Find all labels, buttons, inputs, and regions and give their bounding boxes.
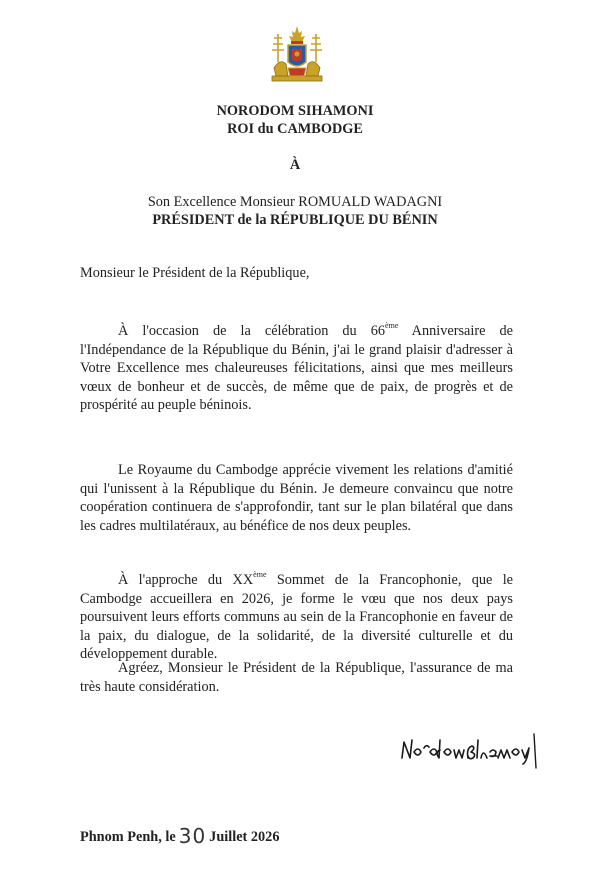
closing-paragraph: Agréez, Monsieur le Président de la République, l'assurance de ma très haute considération. (80, 660, 513, 695)
sender-name: NORODOM SIHAMONI (216, 103, 374, 119)
addressed-to: À (289, 157, 301, 173)
paragraph-1-part-b: Anniversaire de l'Indépendance de la République du Bénin, j'ai le grand plaisir d'adresser à Votre Excellence mes chaleureuses félicitations, ainsi que mes meilleurs vœux de bonheur et de succès, de même que de paix, de progrès et de prospérité au peuple béninois. (80, 323, 513, 413)
ordinal-superscript: ème (253, 570, 267, 580)
place-and-date (80, 822, 279, 846)
paragraph-3 (80, 571, 513, 664)
recipient-title: PRÉSIDENT de la RÉPUBLIQUE DU BÉNIN (152, 212, 438, 228)
salutation: Monsieur le Président de la République, (80, 265, 310, 281)
recipient-prefix: Son Excellence Monsieur (147, 194, 299, 210)
handwritten-signature (398, 728, 544, 770)
sender-title: ROI du CAMBODGE (227, 121, 363, 137)
paragraph-3-part-b: Sommet de la Francophonie, que le Cambodge accueillera en 2026, je forme le vœu que nos deux pays poursuivent leurs efforts communs au sein de la Francophonie en faveur de la paix, du dialogue, de la solidarité, de la diversité culturelle et du développement durable. (80, 572, 514, 662)
paragraph-2: Le Royaume du Cambodge apprécie vivement les relations d'amitié qui l'unissent à la République du Bénin. Je demeure convaincu que notre coopération continuera de s'approfondir, tant sur le plan bilatéral que dans les cadres multilatéraux, au bénéfice de nos deux peuples. (80, 462, 513, 534)
paragraph-1-part-a: À l'occasion de la célébration du 66 (118, 323, 386, 339)
paragraph-1 (80, 322, 513, 415)
recipient-name: ROMUALD WADAGNI (298, 194, 443, 210)
ordinal-superscript: ème (385, 321, 399, 331)
place: Phnom Penh, le (80, 829, 176, 845)
royal-coat-of-arms-icon (266, 24, 328, 88)
paragraph-3-part-a: À l'approche du XX (118, 572, 254, 588)
month-year: Juillet 2026 (209, 829, 280, 845)
recipient-line (0, 194, 590, 211)
handwritten-day: 30 (178, 824, 207, 848)
